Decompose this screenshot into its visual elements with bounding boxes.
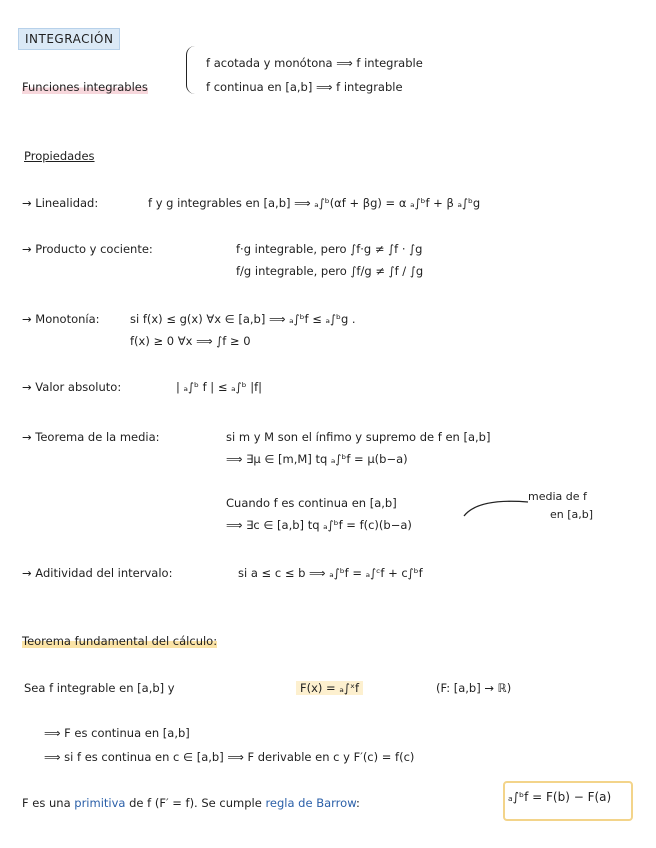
media-note-2: en [a,b]: [550, 508, 594, 521]
funciones-line1: f acotada y monótona ⟹ f integrable: [206, 56, 423, 70]
teorema-media-line4: ⟹ ∃c ∈ [a,b] tq ₐ∫ᵇf = f(c)(b−a): [226, 518, 412, 532]
aditividad-text: si a ≤ c ≤ b ⟹ ₐ∫ᵇf = ₐ∫ᶜf + c∫ᵇf: [238, 566, 423, 580]
linealidad-label: → Linealidad:: [22, 196, 99, 210]
tfc-fx-text: F(x) = ₐ∫ˣf: [296, 681, 363, 695]
producto-line1: f·g integrable, pero ∫f·g ≠ ∫f · ∫g: [236, 242, 423, 256]
funciones-line2: f continua en [a,b] ⟹ f integrable: [206, 80, 403, 94]
media-note-1: media de f: [528, 490, 587, 503]
tfc-heading: [22, 634, 217, 648]
aditividad-label: → Aditividad del intervalo:: [22, 566, 173, 580]
brace-shape: [186, 46, 195, 94]
funciones-label-text: Funciones integrables: [22, 80, 148, 94]
producto-label: → Producto y cociente:: [22, 242, 153, 256]
monotonia-label: → Monotonía:: [22, 312, 100, 326]
teorema-media-line1: si m y M son el ínfimo y supremo de f en [a,b]: [226, 430, 491, 444]
tfc-last-line: [22, 796, 360, 810]
teorema-media-line2: ⟹ ∃μ ∈ [m,M] tq ₐ∫ᵇf = μ(b−a): [226, 452, 408, 466]
valor-absoluto-text: | ₐ∫ᵇ f | ≤ ₐ∫ᵇ |f|: [176, 380, 263, 394]
tfc-dominio: (F: [a,b] → ℝ): [436, 681, 512, 695]
teorema-media-line3: Cuando f es continua en [a,b]: [226, 496, 397, 510]
tfc-sea: Sea f integrable en [a,b] y: [24, 681, 175, 695]
teorema-media-label: → Teorema de la media:: [22, 430, 160, 444]
linealidad-text: f y g integrables en [a,b] ⟹ ₐ∫ᵇ(αf + βg) = α ₐ∫ᵇf + β ₐ∫ᵇg: [148, 196, 481, 210]
primitiva-link: primitiva: [74, 796, 126, 810]
barrow-formula: ₐ∫ᵇf = F(b) − F(a): [508, 790, 612, 804]
monotonia-line1: si f(x) ≤ g(x) ∀x ∈ [a,b] ⟹ ₐ∫ᵇf ≤ ₐ∫ᵇg .: [130, 312, 356, 326]
propiedades-heading: Propiedades: [24, 149, 95, 163]
curved-arrow-icon: [462, 496, 534, 518]
tfc-heading-text: Teorema fundamental del cálculo:: [22, 634, 218, 648]
valor-absoluto-label: → Valor absoluto:: [22, 380, 122, 394]
funciones-label: [22, 80, 148, 94]
tfc-last-pre: F es una: [22, 796, 71, 810]
tfc-colon: :: [355, 796, 360, 810]
tfc-fx: [296, 681, 363, 695]
tfc-line2: ⟹ si f es continua en c ∈ [a,b] ⟹ F derivable en c y F′(c) = f(c): [44, 750, 415, 764]
tfc-last-mid: de f (F′ = f). Se cumple: [129, 796, 262, 810]
page-title: INTEGRACIÓN: [18, 28, 120, 50]
barrow-link: regla de Barrow: [265, 796, 356, 810]
tfc-line1: ⟹ F es continua en [a,b]: [44, 726, 190, 740]
producto-line2: f/g integrable, pero ∫f/g ≠ ∫f / ∫g: [236, 264, 424, 278]
monotonia-line2: f(x) ≥ 0 ∀x ⟹ ∫f ≥ 0: [130, 334, 251, 348]
